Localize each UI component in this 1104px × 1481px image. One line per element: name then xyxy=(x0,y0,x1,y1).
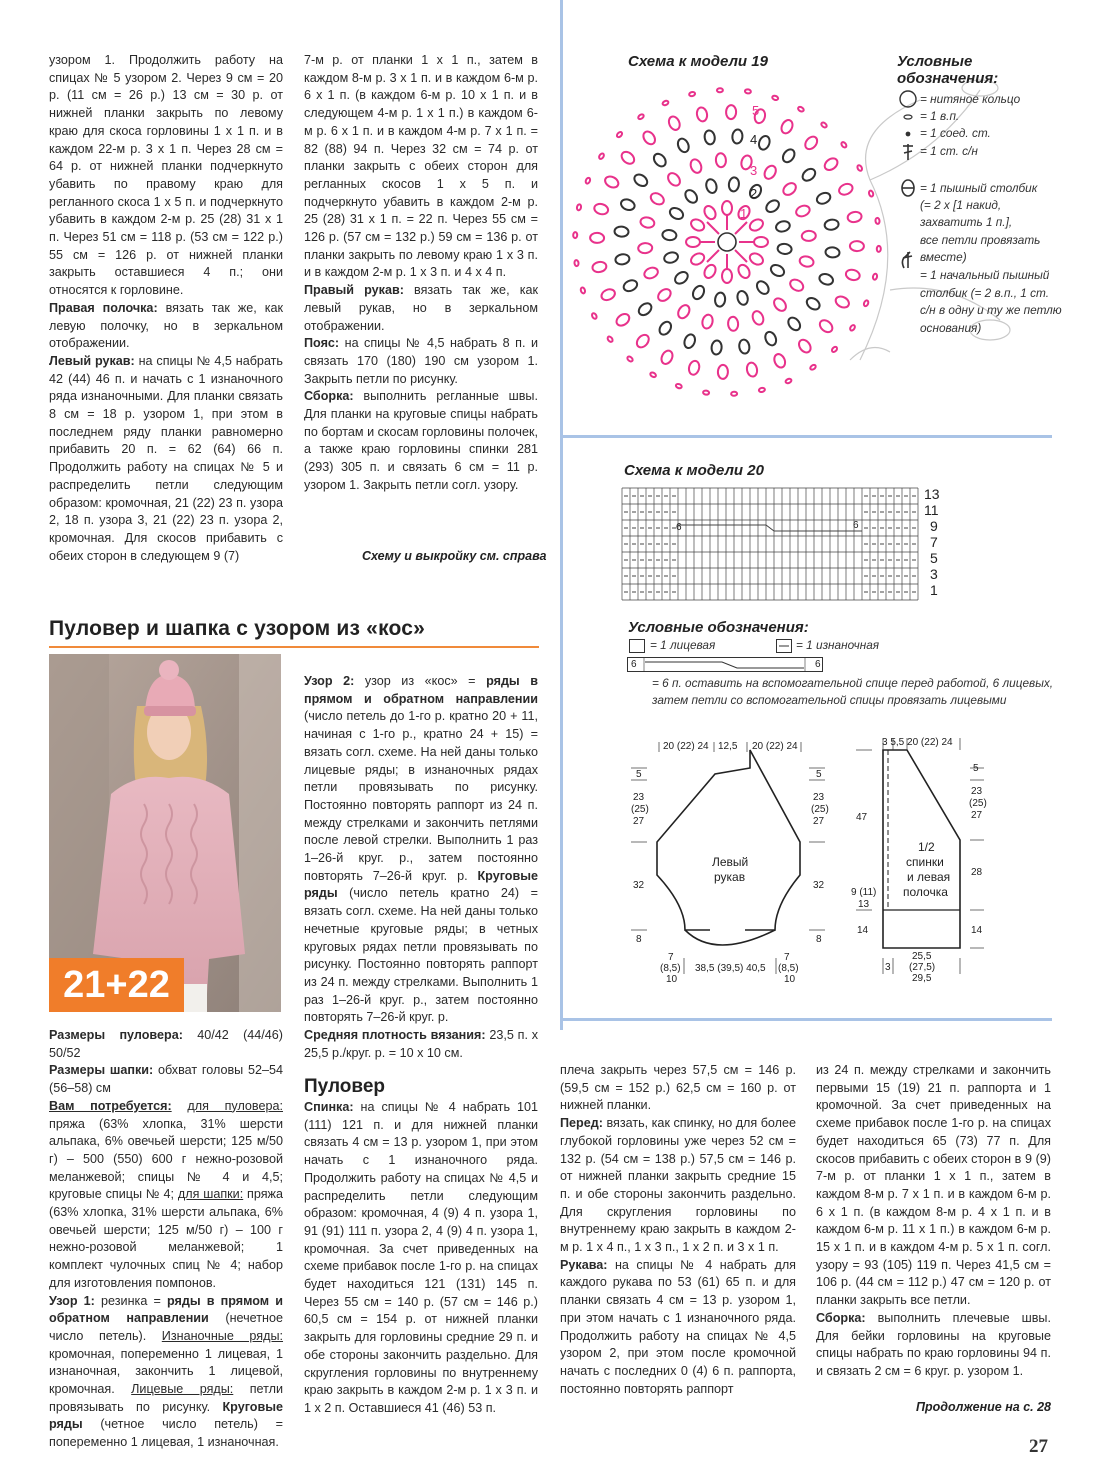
text-pattern-2 xyxy=(304,673,538,1062)
legend-slip-stitch: = 1 соед. ст. xyxy=(920,126,991,140)
puff-stitch-icon xyxy=(902,180,914,196)
body-right-28: 28 xyxy=(971,867,983,878)
sleeve-right-23: 23 xyxy=(813,792,825,803)
paragraph-front: Перед: вязать, как спинку, но для более глубокой горловины уже через 52 см = 132 р. (54 см = 138 р.) 57,5 см = 146 р. от нижней планки закрыть средние 15 п. и обе стороны закончить раздельно. Для скругления горловины по внутреннему краю закрыть в каждом 2-м р. 1 х 4 п., 1 х 3 п., 1 х 2 п. и 3 х 1 п. xyxy=(560,1116,797,1255)
puff-stitch-icon xyxy=(683,188,700,205)
puff-stitch-icon xyxy=(772,352,787,369)
body-label-line-1: 1/2 xyxy=(918,840,935,854)
puff-stitch-icon xyxy=(622,278,639,293)
puff-stitch-icon xyxy=(736,290,749,306)
puff-stitch-icon xyxy=(754,237,768,247)
body-top-dims: 3 5,5 20 (22) 24 xyxy=(882,737,953,748)
knitting-chart-20 xyxy=(620,486,920,602)
sleeve-left-27: 27 xyxy=(633,816,645,827)
puff-stitch-icon xyxy=(718,365,728,379)
sleeve-outline xyxy=(657,750,800,945)
puff-stitch-icon xyxy=(689,158,704,175)
chain-stitch-icon xyxy=(717,88,723,92)
chain-stitch-icon xyxy=(573,232,577,238)
puff-stitch-icon xyxy=(714,292,726,307)
body-left-13: 13 xyxy=(858,899,870,910)
chain-stitch-icon xyxy=(745,89,751,94)
puff-stitch-icon xyxy=(801,230,816,241)
chain-stitch-icon xyxy=(731,392,737,396)
chart20-row-11: 11 xyxy=(924,502,939,518)
chain-stitch-icon xyxy=(785,378,792,384)
chart19-row-3: 3 xyxy=(750,163,758,178)
sleeve-right-32: 32 xyxy=(813,880,825,891)
paragraph-assembly: Сборка: выполнить регланные швы. Для планки на круговые спицы набрать по бортам и скосам горловины полочек, а также краю горловины спинки 281 (293) 305 п. и связать 6 см = 11 р. узором 1. Закрыть петли согл. узору. xyxy=(304,389,538,492)
puff-stitch-icon xyxy=(593,202,609,215)
magic-ring-icon xyxy=(900,91,916,107)
puff-stitch-icon xyxy=(691,284,707,301)
puff-stitch-icon xyxy=(614,312,631,328)
signature-see-right: Схему и выкройку см. справа xyxy=(362,549,547,563)
legend-knit: = 1 лицевая xyxy=(650,638,716,652)
purl-legend-box-icon xyxy=(776,639,792,653)
body-left-9-11: 9 (11) xyxy=(851,887,877,898)
chain-stitch-icon xyxy=(626,356,633,363)
paragraph-right-sleeve: Правый рукав: вязать так же, как левый рукав, но в зеркальном отображении. xyxy=(304,283,538,333)
puff-stitch-icon xyxy=(764,198,781,215)
sleeve-label-line-2: рукав xyxy=(714,870,746,884)
chain-stitch-icon xyxy=(703,390,709,395)
cable-legend-icon xyxy=(627,657,823,673)
slip-stitch-icon xyxy=(906,132,911,137)
legend-dc: = 1 ст. с/н xyxy=(920,144,978,158)
inner-stitches xyxy=(699,214,755,270)
puff-stitch-icon xyxy=(755,279,772,296)
legend-cable-line-1: = 6 п. оставить на вспомогательной спице перед работой, 6 лицевых, xyxy=(652,676,1054,690)
pullover-heading: Пуловер xyxy=(304,1076,386,1097)
puff-stitch-icon xyxy=(615,253,630,265)
schema-19-title: Схема к модели 19 xyxy=(628,53,768,70)
puff-stitch-icon xyxy=(619,149,636,166)
puff-stitch-icon xyxy=(748,217,765,233)
schema-20-title: Схема к модели 20 xyxy=(624,462,764,479)
puff-stitch-icon xyxy=(772,296,789,313)
puff-stitch-icon xyxy=(777,243,792,255)
chain-stitch-icon xyxy=(797,106,804,112)
puff-stitch-icon xyxy=(722,201,732,215)
paragraph-sizes: Размеры пуловера: 40/42 (44/46) 50/52 Размеры шапки: обхват головы 52–54 (56–58) см xyxy=(49,1028,284,1096)
text-column-4-bottom xyxy=(816,1062,1051,1381)
paragraph-belt: Пояс: на спицы № 4,5 набрать 8 п. и связать 170 (180) 190 см узором 1. Закрыть петли по рисунку. xyxy=(304,336,538,386)
puff-stitch-icon xyxy=(805,296,822,312)
sleeve-right-5: 5 xyxy=(816,769,822,780)
legend-start-puff: = 1 начальный пышный xyxy=(920,268,1050,282)
page-number: 27 xyxy=(1029,1436,1048,1457)
legend-cable-line-2: затем петли со вспомогательной спицы провязать лицевыми xyxy=(652,693,1007,707)
sleeve-bottom-85-left: (8,5) xyxy=(660,963,681,974)
magic-ring-icon xyxy=(718,233,736,251)
puff-stitch-icon xyxy=(632,172,649,188)
chart19-row-1: 1 xyxy=(740,206,748,221)
body-bottom-275: (27,5) xyxy=(909,962,936,973)
puff-stitch-icon xyxy=(639,216,655,229)
legend-magic-ring: = нитяное кольцо xyxy=(920,92,1021,106)
puff-stitch-icon xyxy=(689,251,706,267)
body-right-14: 14 xyxy=(971,925,983,936)
chain-stitch-icon xyxy=(820,122,827,129)
cable-legend-right-6: 6 xyxy=(815,659,821,670)
paragraph-left-front: узором 1. Продолжить работу на спицах № 5 узором 2. Через 9 см = 20 р. (11 см = 26 р.) 13 см = 30 р. от нижней планки закрыть по левому краю для скоса горловины 1 х 1 п. и в каждом 22-м р. 3 х 1 п. Через 28 см = 64 р. от нижней планки подчеркнуто убавить по правому краю для регланного скоса 1 х 5 п. и подчеркнуто убавить в каждом 2-м р. 25 (28) 31 х 1 п. Через 51 см = 118 р. (53 см = 122 р.) 55 см = 126 р. от нижней планки закрыть оставшиеся 4 п.; они относятся к горловине. xyxy=(49,53,283,298)
puff-stitch-icon xyxy=(689,217,706,233)
puff-stitch-icon xyxy=(637,301,654,318)
puff-stitch-icon xyxy=(736,263,752,280)
sleeve-bottom-7-left: 7 xyxy=(668,952,674,963)
sleeve-left-8: 8 xyxy=(636,934,642,945)
legend-start-puff-line-4: основания) xyxy=(920,321,982,335)
text-column-1-top xyxy=(49,52,283,565)
puff-stitch-icon xyxy=(795,204,812,219)
puff-stitch-icon xyxy=(702,204,718,221)
puff-stitch-icon xyxy=(592,261,608,274)
puff-stitch-icon xyxy=(711,340,722,355)
puff-stitch-icon xyxy=(590,233,604,243)
puff-stitch-icon xyxy=(603,174,620,189)
puff-stitch-icon xyxy=(662,229,677,241)
puff-stitch-icon xyxy=(673,270,690,287)
legend-puff-line-2: (= 2 х [1 накид, xyxy=(920,198,1002,212)
chart20-row-1: 1 xyxy=(930,582,938,598)
text-column-1-bottom xyxy=(49,1027,283,1452)
paragraph-density: Средняя плотность вязания: 23,5 п. х 25,5 р./круг. р. = 10 х 10 см. xyxy=(304,1028,538,1060)
puff-stitch-icon xyxy=(600,287,617,302)
chain-stitch-icon xyxy=(689,91,696,96)
chart20-row-3: 3 xyxy=(930,566,938,582)
puff-stitch-icon xyxy=(788,277,805,293)
chain-stitch-icon xyxy=(580,287,586,294)
text-column-3-bottom xyxy=(560,1062,796,1398)
body-right-23: 23 xyxy=(971,786,983,797)
chain-stitch-icon xyxy=(809,364,816,371)
paragraph-sleeve-continued: 7-м р. от планки 1 х 1 п., затем в каждом 8-м р. 3 х 1 п. и в каждом 6-м р. 6 х 1 п. (в каждом 6-м р. 10 х 1 п. и в следующем 4-м р. 1 х 1 п.) в каждом 6-м р. 6 х 1 п. и в каждом 4-м р. 7 х 1 п. = 82 (88) 94 п. Через 32 см = 74 р. от планки закрыть с обеих сторон для регланных скосов 1 х 5 п. и подчеркнуто убавить в каждом 2-м р. 25 (28) 31 х 1 п. = 22 п. Через 55 см = 126 р. (57 см = 132 р.) 59 см = 136 р. от планки закрыть по левому краю 1 х 3 п. и в каждом 2-м р. 1 х 3 п. и 4 х 4 п. xyxy=(304,53,538,280)
chain-stitch-icon xyxy=(585,177,591,184)
cable-legend-left-6: 6 xyxy=(631,659,637,670)
sleeve-bottom-10-left: 10 xyxy=(666,974,678,985)
legend-puff-line-3: захватить 1 п.], xyxy=(920,215,1013,229)
chain-stitch-icon xyxy=(675,383,682,389)
paragraph-left-sleeve: Левый рукав: на спицы № 4,5 набрать 42 (44) 46 п. и начать с 1 изнаночного ряда изнаночными. Для планки связать 8 см = 18 р. узором 1, при этом в последнем ряду планки равномерно прибавить 20 п. = 62 (64) 66 п. Продолжить работу на спицах № 5 и распределить петли следующим образом: кромочная, 21 (22) 23 п. узора 2, 18 п. узора 3, 21 (22) 23 п. узора 2, кромочная. Для скосов прибавить с обеих сторон в следующем 9 (7) xyxy=(49,353,283,563)
puff-stitch-icon xyxy=(715,153,726,168)
puff-stitch-icon xyxy=(738,339,750,354)
sleeve-right-27: 27 xyxy=(813,816,825,827)
puff-stitch-icon xyxy=(726,105,736,119)
chart20-cable-left-label: 6 xyxy=(676,522,682,533)
puff-stitch-icon xyxy=(702,263,718,280)
chain-stitch-icon xyxy=(662,100,669,106)
body-bottom-255: 25,5 xyxy=(912,951,932,962)
chain-stitch-icon xyxy=(574,260,579,266)
knit-legend-box-icon xyxy=(629,639,645,653)
puff-stitch-icon xyxy=(757,134,771,151)
sleeve-bottom-width: 38,5 (39,5) 40,5 xyxy=(695,963,766,974)
puff-stitch-icon xyxy=(643,266,660,281)
chart20-row-7: 7 xyxy=(930,534,938,550)
sleeve-left-23: 23 xyxy=(633,792,645,803)
chart20-cable-right-label: 6 xyxy=(853,520,859,531)
puff-stitch-icon xyxy=(763,330,778,347)
section-title: Пуловер и шапка с узором из «кос» xyxy=(49,617,426,640)
legend-purl: = 1 изнаночная xyxy=(796,638,880,652)
paragraph-assembly-2: Сборка: выполнить плечевые швы. Для бейки горловины на круговые спицы набрать по краю горловины 94 п. и связать 2 см = 6 круг. р. узором 1. xyxy=(816,1310,1051,1378)
puff-stitch-icon xyxy=(649,191,666,207)
text-column-2-bottom xyxy=(304,1075,538,1418)
text-column-2-top xyxy=(304,52,538,495)
paragraph-pattern-2: Узор 2: узор из «кос» = ряды в прямом и обратном направлении (число петель до 1-го р. кратно 20 + 11, начиная с 1-го р., кратно 24 + 15) = вязать согл. схеме. На ней даны только лицевые ряды; в изнаночных рядах петли провязывать по рисунку. Постоянно повторять раппорт из 24 п. между стрелками и закончить петлями после левой стрелки. Выполнить 1 раз 1–26-й круг. р., затем постоянно повторять 7–26-й круг. р. Круговые ряды (число петель кратно 24) = вязать согл. схеме. На ней даны только нечетные круговые ряды; в четных круговых рядах петли провязывать по рисунку. Постоянно повторять раппорт из 24 п. между стрелками. Выполнить 1 раз 1–26-й круг. р., затем постоянно повторять 7–26-й круг. р. xyxy=(304,674,538,1025)
puff-stitch-icon xyxy=(696,107,709,123)
puff-stitch-icon xyxy=(638,243,653,254)
paragraph-shoulder: плеча закрыть через 57,5 см = 146 р. (59,5 см = 152 р.) 62,5 см = 160 р. от нижней планки. xyxy=(560,1063,796,1113)
starting-puff-stitch-icon xyxy=(902,252,912,268)
puff-stitch-icon xyxy=(683,333,697,350)
puff-stitch-icon xyxy=(614,226,629,237)
paragraph-materials: Вам потребуется: для пуловера: пряжа (63% хлопка, 31% шерсти альпака, 6% овечьей шерсти; 125 м/50 г) – 500 (550) 600 г нежно-розовой меланжевой; спицы № 4 и 4,5; круговые спицы № 4; для шапки: пряжа (63% хлопка, 31% шерсти альпака, 6% овечьей шерсти; 125 м/50 г) – 100 г нежно-розовой меланжевой; 1 комплект чулочных спиц № 4; набор для изготовления помпонов. xyxy=(49,1098,283,1290)
continued-note: Продолжение на с. 28 xyxy=(916,1400,1051,1414)
puff-stitch-icon xyxy=(799,255,815,268)
puff-stitch-icon xyxy=(668,206,685,222)
horizontal-divider-1 xyxy=(562,435,1052,438)
puff-stitch-icon xyxy=(781,181,798,198)
chain-stitch-icon xyxy=(598,153,605,160)
puff-stitch-icon xyxy=(686,237,700,247)
chain-stitch-icon xyxy=(637,113,644,120)
body-right-27: 27 xyxy=(971,810,983,821)
sleeve-right-25: (25) xyxy=(811,804,829,815)
puff-stitch-icon xyxy=(704,130,716,145)
legend-start-puff-line-2: столбик (= 2 в.п., 1 ст. xyxy=(920,286,1049,300)
puff-stitch-icon xyxy=(656,287,673,304)
sleeve-left-5: 5 xyxy=(636,769,642,780)
chart19-row-4: 4 xyxy=(750,132,758,147)
puff-stitch-icon xyxy=(769,263,786,279)
puff-stitch-icon xyxy=(732,129,743,144)
puff-stitch-icon xyxy=(619,198,636,212)
legend-puff-line-4: все петли провязать xyxy=(920,233,1041,247)
puff-stitch-icon xyxy=(641,129,657,146)
puff-stitch-icon xyxy=(722,269,732,283)
sleeve-bottom-85-right: (8,5) xyxy=(778,963,799,974)
chain-stitch-icon xyxy=(772,95,779,101)
sleeve-top-right-dim: 20 (22) 24 xyxy=(752,741,798,752)
body-right-25: (25) xyxy=(969,798,987,809)
puff-stitch-icon xyxy=(728,177,740,192)
paragraph-pattern-1: Узор 1: резинка = ряды в прямом и обратном направлении (нечетное число петель). Изнаночные ряды: кромочная, попеременно 1 лицевая, 1 изнаночная, закончить 1 лицевой, кромочная. Лицевые ряды: петли провязывать по рисунку. Круговые ряды (четное число петель) = попеременно 1 лицевая, 1 изнаночная. xyxy=(49,1293,284,1450)
puff-stitch-icon xyxy=(746,362,759,378)
legend-chain: = 1 в.п. xyxy=(920,109,960,123)
puff-stitch-icon xyxy=(751,310,766,327)
puff-stitch-icon xyxy=(797,337,813,354)
sleeve-label-line-1: Левый xyxy=(712,855,749,869)
double-crochet-icon xyxy=(903,144,913,160)
chart19-row-5: 5 xyxy=(752,103,760,118)
body-bottom-3: 3 xyxy=(885,962,891,973)
puff-stitch-icon xyxy=(779,118,794,135)
chain-stitch-icon xyxy=(591,312,597,319)
body-right-5: 5 xyxy=(973,763,979,774)
body-left-14: 14 xyxy=(857,925,869,936)
body-left-47: 47 xyxy=(856,812,868,823)
paragraph-right-front: Правая полочка: вязать так же, как левую полочку, но в зеркальном отображении. xyxy=(49,300,283,351)
puff-stitch-icon xyxy=(659,349,674,366)
puff-stitch-icon xyxy=(748,251,765,267)
title-underline xyxy=(49,646,539,648)
schema19-legend-symbols xyxy=(897,90,919,270)
legend-puff-line-5: вместе) xyxy=(920,250,967,264)
paragraph-back: Спинка: на спицы № 4 набрать 101 (111) 121 п. и для нижней планки связать 4 см = 13 р. узором 1, при этом начать с 1 изнаночного ряда. Продолжить работу на спицах № 4,5 и распределить петли следующим образом: кромочная, 4 (9) 4 п. узора 1, 91 (91) 111 п. узора 2, 4 (9) 4 п. узора 1, кромочная. За счет приведенных на схеме прибавок после 1-го р. на спицах будет находиться 121 (131) 145 п. Через 55 см = 140 р. (57 см = 146 р.) 60,5 см = 154 р. от нижней планки закрыть для горловины средние 29 п. и обе стороны закончить раздельно. Для скругления горловины по внутреннему краю закрыть в каждом 2-м р. 1 х 3 п. и 1 х 2 п. Оставшиеся 41 (46) 53 п. xyxy=(304,1100,538,1415)
puff-stitch-icon xyxy=(676,137,691,154)
legend-start-puff-line-3: с/н в одну и ту же петлю xyxy=(920,303,1062,317)
chain-stitch-icon xyxy=(650,372,657,378)
chart20-row-5: 5 xyxy=(930,550,938,566)
schema-20-legend-title: Условные обозначения: xyxy=(628,619,809,636)
puff-stitch-icon xyxy=(728,316,739,331)
puff-stitch-icon xyxy=(762,164,778,181)
paragraph-sleeves: Рукава: на спицы № 4 набрать для каждого рукава по 53 (61) 65 п. и для планки связать 4 см = 13 р. узором 1, при этом начать с 1 изнаночного ряда. Продолжить работу на спицах № 4,5 узором 2, при этом после кромочной начать с последних 0 (4) 6 п. раппорта, постоянно повторять раппорт xyxy=(560,1257,796,1396)
paragraph-sleeves-continued: из 24 п. между стрелками и закончить первыми 15 (19) 21 п. раппорта и 1 кромочной. За счет приведенных на схеме прибавок после 1-го р. на спицах будет находиться 65 (73) 77 п. Для скосов прибавить с обеих сторон в 9 (9) 7-м р. от планки 1 х 1 п., затем в каждом 8-м р. 7 х 1 п. и в каждом 6-м р. 6 х 1 п. (в каждом 8-м р. 4 х 1 п. и в каждом 6-м р. 11 х 1 п.) в каждом 6-м р. 15 х 1 п. и в каждом 4-м р. 5 х 1 п. согл. узору = 93 (105) 119 п. Через 41,5 см = 106 р. (44 см = 112 р.) 47 см = 120 р. от планки закрыть все петли. xyxy=(816,1063,1051,1308)
sleeve-bottom-10-right: 10 xyxy=(784,974,796,985)
puff-stitch-icon xyxy=(657,320,673,337)
chain-stitch-icon xyxy=(607,336,614,343)
sleeve-top-left-dim: 20 (22) 24 xyxy=(663,741,709,752)
body-label-line-3: и левая xyxy=(907,870,951,884)
chart19-row-2: 2 xyxy=(750,186,758,201)
chain-stitch-icon xyxy=(904,115,912,119)
puff-stitch-icon xyxy=(800,166,817,183)
sleeve-left-32: 32 xyxy=(633,880,645,891)
puff-stitch-icon xyxy=(651,152,668,169)
schema-19-legend-title: Условные обозначения: xyxy=(897,53,999,87)
horizontal-divider-2 xyxy=(562,1018,1052,1021)
chain-stitch-icon xyxy=(759,387,766,392)
puff-stitch-icon xyxy=(663,251,679,264)
sleeve-left-25: (25) xyxy=(631,804,649,815)
body-label-line-2: спинки xyxy=(906,855,944,869)
legend-puff: = 1 пышный столбик xyxy=(920,181,1038,195)
puff-stitch-icon xyxy=(687,360,700,376)
body-label-line-4: полочка xyxy=(903,885,948,899)
chart20-row-9: 9 xyxy=(930,518,938,534)
sleeve-top-mid-dim: 12,5 xyxy=(718,741,738,752)
puff-stitch-icon xyxy=(705,178,718,194)
chart20-row-13: 13 xyxy=(924,486,940,502)
puff-stitch-icon xyxy=(666,171,683,188)
puff-stitch-icon xyxy=(803,134,820,151)
puff-stitch-icon xyxy=(634,333,651,350)
sleeve-right-8: 8 xyxy=(816,934,822,945)
puff-stitch-icon xyxy=(701,314,714,330)
puff-stitch-icon xyxy=(781,147,797,164)
chain-stitch-icon xyxy=(616,131,623,138)
sleeve-bottom-7-right: 7 xyxy=(784,952,790,963)
puff-stitch-icon xyxy=(676,303,692,320)
puff-stitch-icon xyxy=(786,315,803,332)
puff-stitch-icon xyxy=(667,115,682,132)
model-number-badge: 21+22 xyxy=(49,958,184,1012)
puff-stitch-icon xyxy=(775,220,791,233)
body-bottom-295: 29,5 xyxy=(912,973,932,984)
chain-stitch-icon xyxy=(576,204,581,211)
